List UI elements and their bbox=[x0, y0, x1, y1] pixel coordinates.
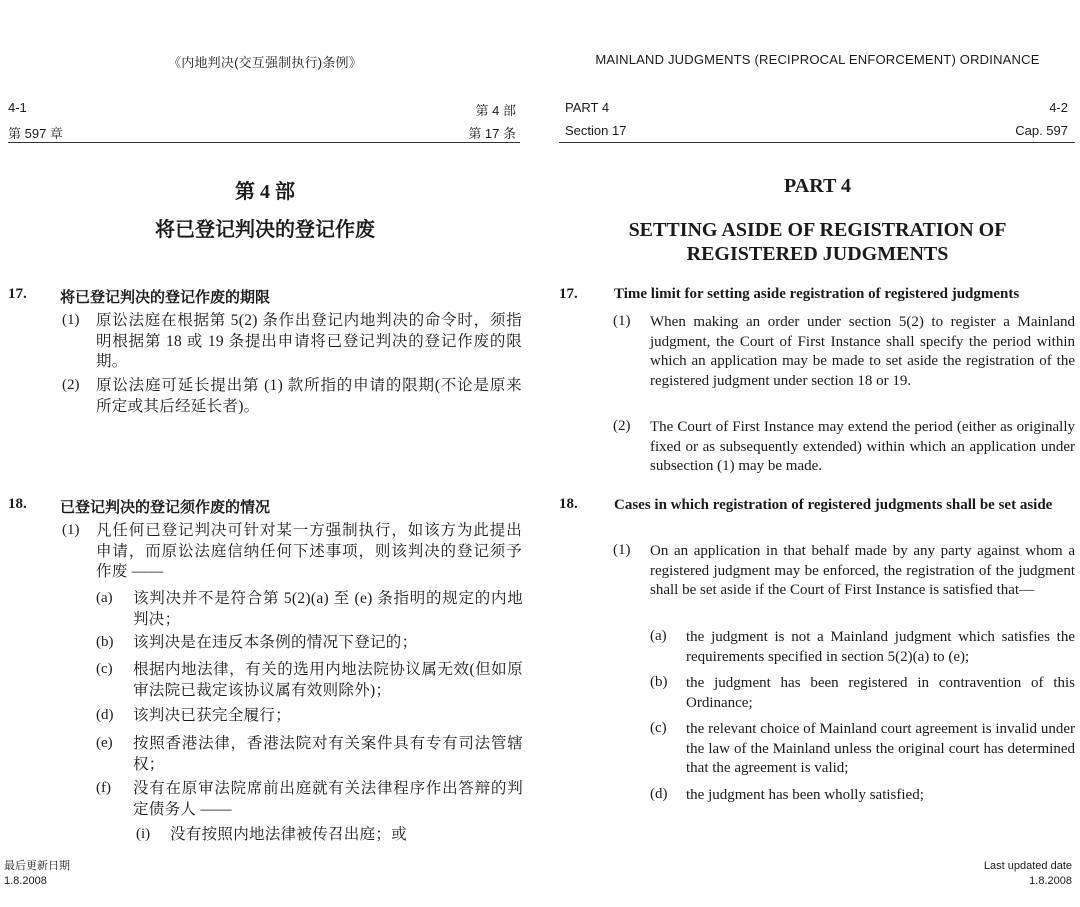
running-title: 《内地判决(交互强制执行)条例》 bbox=[168, 55, 362, 70]
paragraph-text: 该判决是在违反本条例的情况下登记的； bbox=[133, 634, 418, 651]
header-rule bbox=[8, 142, 520, 143]
paragraph-label: (d) bbox=[96, 707, 114, 723]
part-heading: 第 4 部 bbox=[235, 181, 295, 203]
page-number: 4-1 bbox=[8, 100, 27, 115]
paragraph-text: 该判决并不是符合第 5(2)(a) 至 (e) 条指明的规定的内地判决； bbox=[133, 590, 523, 628]
paragraph-label: (a) bbox=[650, 628, 667, 644]
paragraph-text: 根据内地法律，有关的选用内地法院协议属无效(但如原审法院已裁定该协议属有效则除外)； bbox=[133, 661, 523, 699]
footer-label: 最后更新日期 bbox=[4, 860, 70, 872]
subsection-label: (2) bbox=[62, 377, 80, 393]
section-number: 17. bbox=[559, 286, 578, 302]
paragraph-text: the judgment is not a Mainland judgment which satisfies the requirements specified in section 5(2)(a) to (e); bbox=[686, 629, 1075, 665]
paragraph-text: 没有在原审法院席前出庭就有关法律程序作出答辩的判定债务人 —— bbox=[133, 780, 523, 818]
chapter-indicator: Cap. 597 bbox=[1015, 123, 1068, 138]
section-indicator: 第 17 条 bbox=[468, 126, 516, 141]
subsection-label: (1) bbox=[613, 542, 631, 558]
paragraph-label: (d) bbox=[650, 786, 668, 802]
paragraph-text: the relevant choice of Mainland court agreement is invalid under the law of the Mainland unless the original court has determined that the agreement is valid; bbox=[686, 721, 1075, 777]
chapter-indicator: 第 597 章 bbox=[8, 126, 63, 141]
subsection-label: (1) bbox=[613, 313, 631, 329]
subsection-text: 原讼法庭可延长提出第 (1) 款所指的申请的限期(不论是原来所定或其后经延长者)。 bbox=[96, 377, 522, 415]
paragraph-label: (c) bbox=[650, 720, 667, 736]
part-heading: PART 4 bbox=[784, 175, 851, 197]
paragraph-text: 按照香港法律，香港法院对有关案件具有专有司法管辖权； bbox=[133, 735, 523, 773]
paragraph-label: (b) bbox=[96, 634, 114, 650]
part-indicator: PART 4 bbox=[565, 100, 610, 115]
paragraph-label: (b) bbox=[650, 674, 668, 690]
page-number: 4-2 bbox=[1049, 100, 1068, 115]
section-heading: Cases in which registration of registered judgments shall be set aside bbox=[614, 497, 1053, 513]
paragraph-label: (c) bbox=[96, 661, 113, 677]
subsection-text: When making an order under section 5(2) to register a Mainland judgment, the Court of First Instance shall specify the period within which an application may be made to set aside the registration of the registered judgment under section 18 or 19. bbox=[650, 314, 1075, 389]
section-heading: 将已登记判决的登记作废的期限 bbox=[60, 290, 271, 306]
subsection-label: (1) bbox=[62, 312, 80, 328]
section-number: 18. bbox=[559, 496, 578, 512]
part-title: 将已登记判决的登记作废 bbox=[155, 219, 375, 241]
section-heading: 已登记判决的登记须作废的情况 bbox=[60, 500, 271, 516]
section-number: 18. bbox=[8, 496, 27, 512]
paragraph-label: (a) bbox=[96, 590, 113, 606]
header-rule bbox=[559, 142, 1075, 143]
footer-date: 1.8.2008 bbox=[4, 875, 47, 887]
paragraph-text: the judgment has been wholly satisfied; bbox=[686, 787, 924, 803]
part-title-line-2: REGISTERED JUDGMENTS bbox=[686, 243, 949, 265]
subsection-text: 凡任何已登记判决可针对某一方强制执行，如该方为此提出申请，而原讼法庭信纳任何下述事项，则该判决的登记须予作废 —— bbox=[96, 522, 522, 580]
section-heading: Time limit for setting aside registration of registered judgments bbox=[614, 286, 1020, 302]
footer-label: Last updated date bbox=[983, 860, 1072, 872]
paragraph-text: 该判决已获完全履行； bbox=[133, 707, 292, 724]
footer-date: 1.8.2008 bbox=[1029, 875, 1072, 887]
subsection-label: (1) bbox=[62, 522, 80, 538]
section-indicator: Section 17 bbox=[565, 123, 627, 138]
paragraph-text: the judgment has been registered in contravention of this Ordinance; bbox=[686, 675, 1075, 711]
subsection-text: 原讼法庭在根据第 5(2) 条作出登记内地判决的命令时，须指明根据第 18 或 19 条提出申请将已登记判决的登记作废的限期。 bbox=[96, 312, 522, 370]
subparagraph-text: 没有按照内地法律被传召出庭；或 bbox=[170, 826, 408, 843]
subsection-label: (2) bbox=[613, 418, 631, 434]
subsection-text: On an application in that behalf made by any party against whom a registered judgment may be enforced, the registration of the judgment shall be set aside if the Court of First Instance is satisfied that— bbox=[650, 543, 1075, 599]
running-title: MAINLAND JUDGMENTS (RECIPROCAL ENFORCEMENT) ORDINANCE bbox=[595, 52, 1040, 67]
paragraph-label: (f) bbox=[96, 780, 111, 796]
section-number: 17. bbox=[8, 286, 27, 302]
subparagraph-label: (i) bbox=[136, 826, 151, 842]
part-indicator: 第 4 部 bbox=[475, 103, 516, 118]
subsection-text: The Court of First Instance may extend the period (either as originally fixed or as subsequently extended) within which an application under subsection (1) may be made. bbox=[650, 419, 1075, 475]
english-page bbox=[555, 0, 1080, 907]
chinese-page bbox=[0, 0, 530, 907]
paragraph-label: (e) bbox=[96, 735, 113, 751]
part-title-line-1: SETTING ASIDE OF REGISTRATION OF bbox=[628, 219, 1007, 241]
